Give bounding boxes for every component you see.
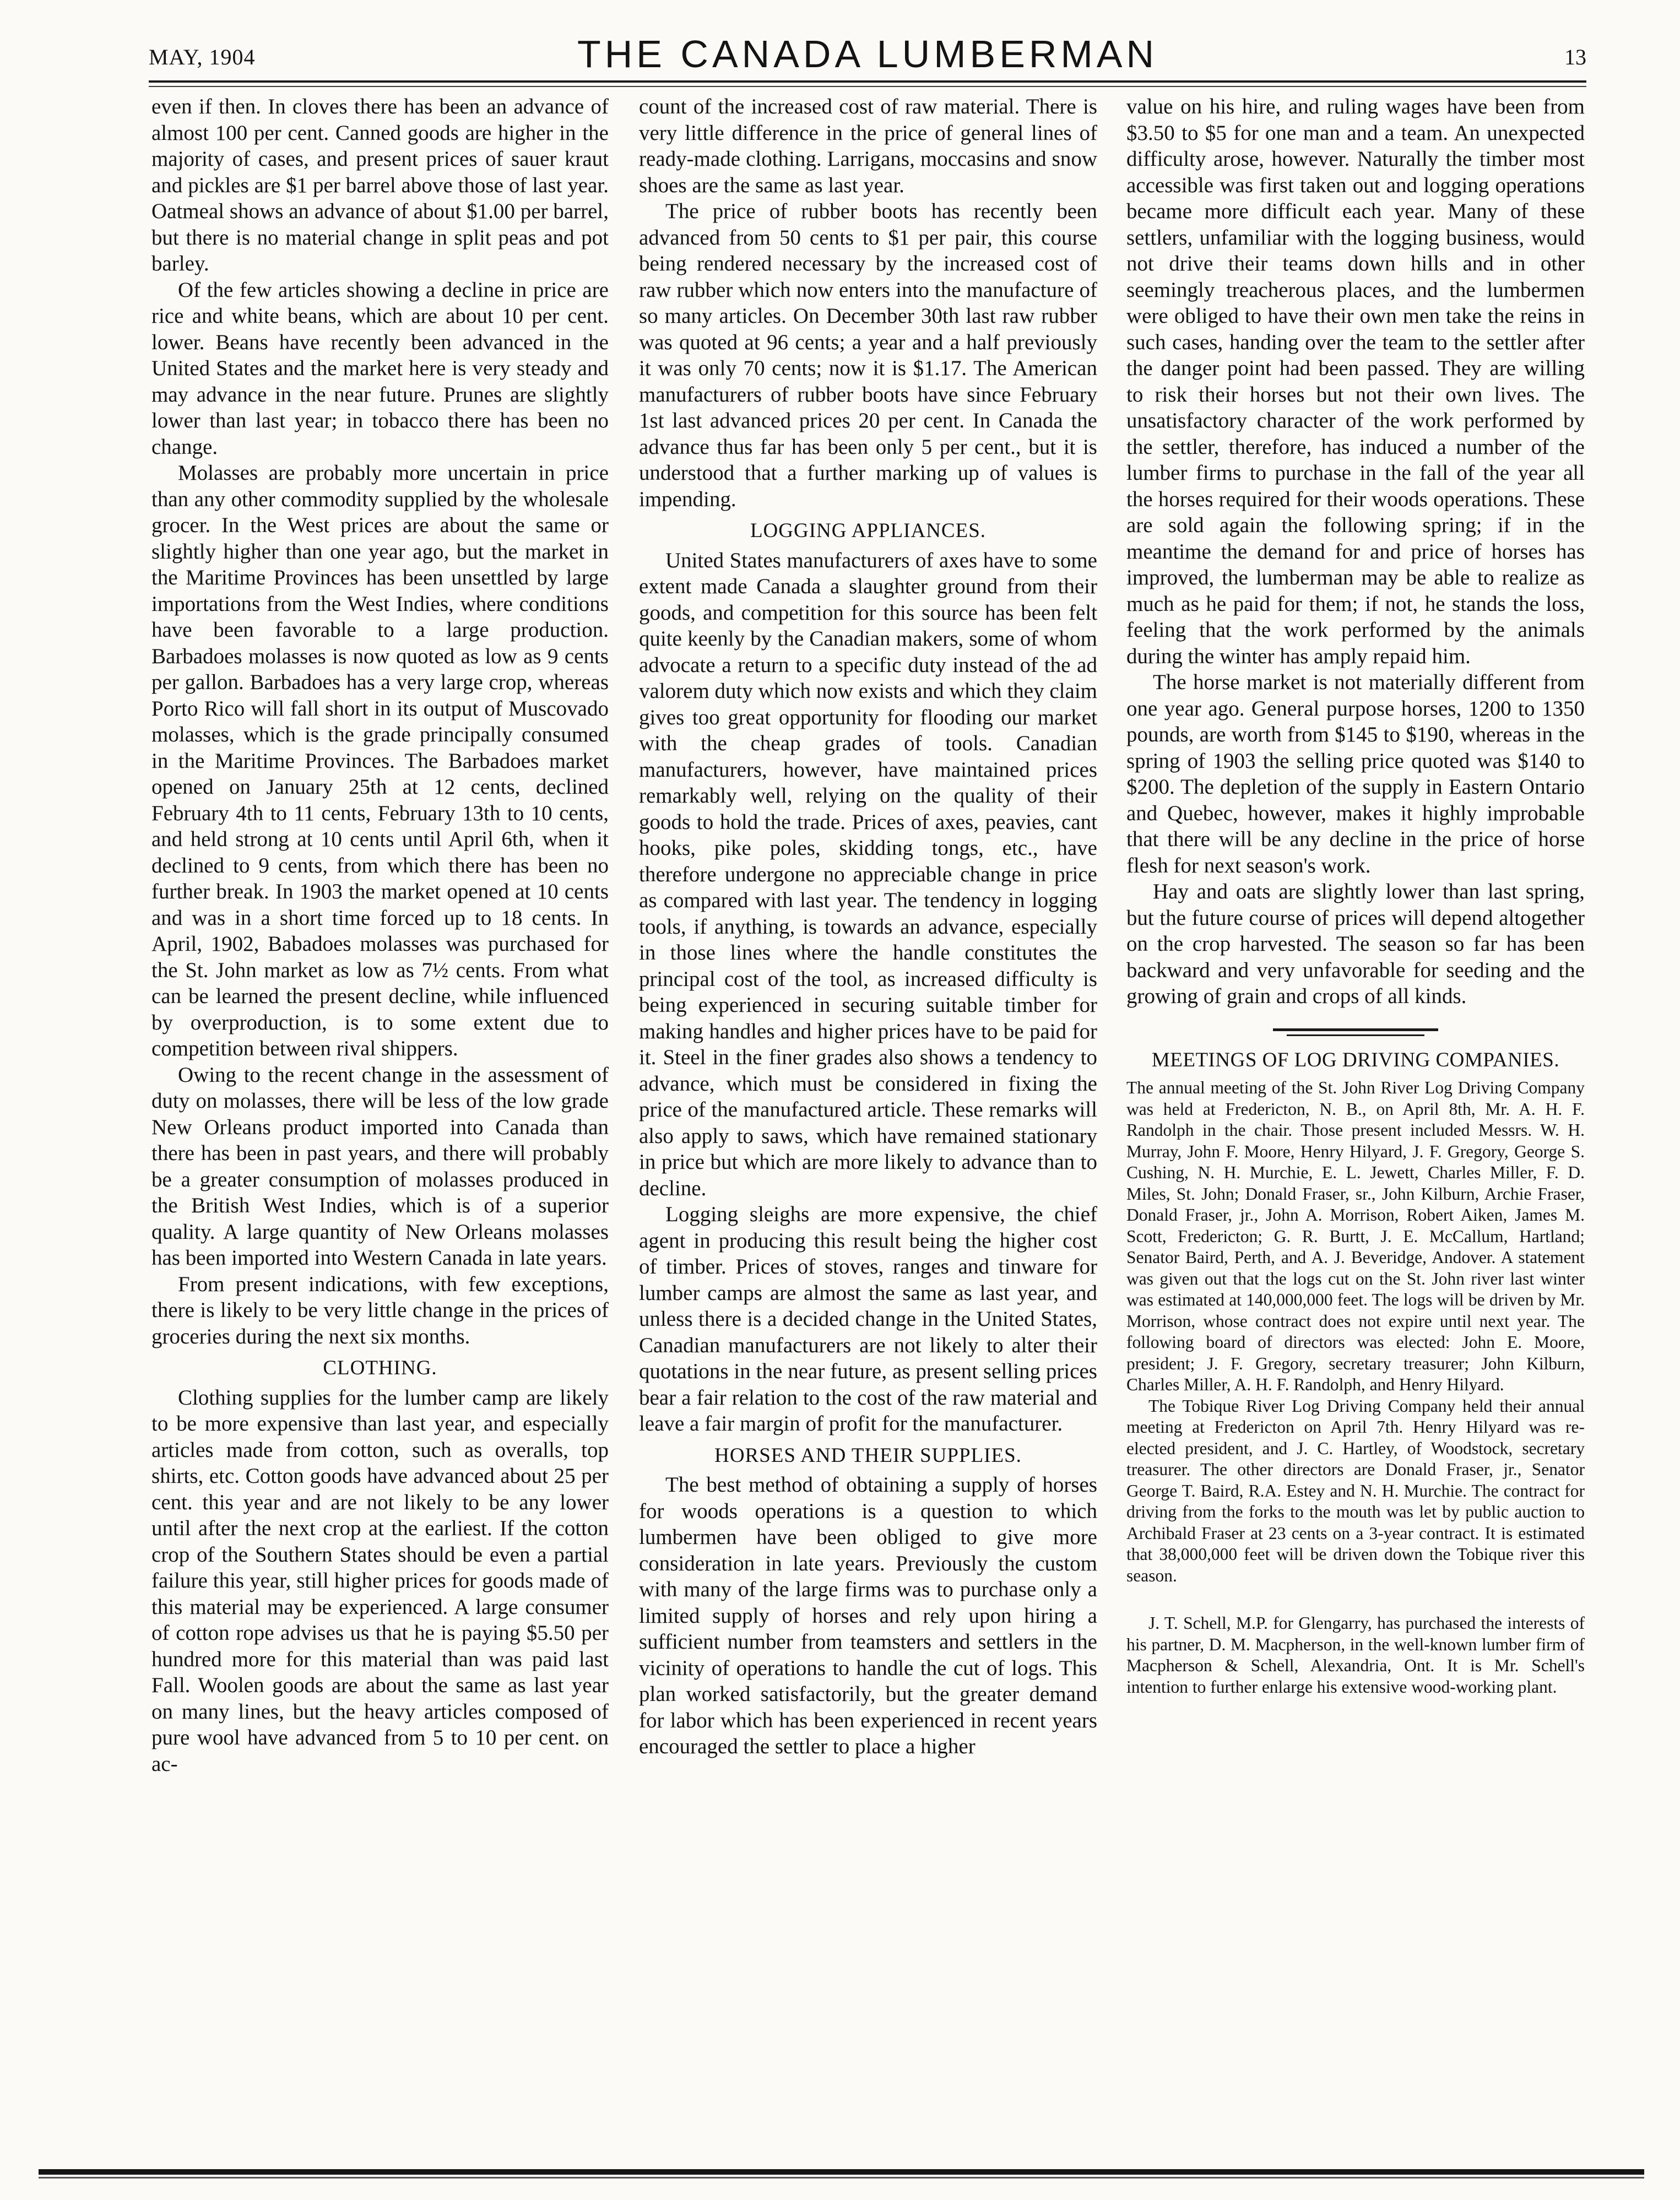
column-2: [639, 94, 1097, 1760]
masthead-rule-thin: [149, 86, 1586, 87]
news-item: J. T. Schell, M.P. for Glengarry, has purchased the interests of his partner, D. M. Macpherson, in the well-known lumber firm of Macpherson & Schell, Alexandria, Ont. It is Mr. Schell's intention to further enlarge his extensive wood-working plant.: [1126, 1613, 1585, 1697]
section-heading-clothing: CLOTHING.: [323, 1357, 437, 1379]
news-item: The Tobique River Log Driving Company held their annual meeting at Fredericton on April 7th. Henry Hilyard was re-elected president, and J. C. Hartley, of Woodstock, secretary treasurer. The other directors are Donald Fraser, jr., Senator George T. Baird, R.A. Estey and N. H. Murchie. The contract for driving from the forks to the mouth was let by public auction to Archibald Fraser at 23 cents on a 3-year contract. It is estimated that 38,000,000 feet will be driven down the Tobique river this season.: [1126, 1396, 1585, 1585]
section-heading-logging-appliances: LOGGING APPLIANCES.: [750, 519, 987, 542]
paragraph: The best method of obtaining a supply of horses for woods operations is a question to which lumbermen have been obliged to give more consideration in late years. Previously the custom with many of the large firms was to purchase only a limited supply of horses and rely upon hiring a sufficient number from teamsters and settlers in the vicinity of operations to handle the cut of logs. This plan worked satisfactorily, but the greater demand for labor which has been experienced in recent years encouraged the settler to place a higher: [639, 1473, 1097, 1758]
paragraph: Owing to the recent change in the assessment of duty on molasses, there will be less of the low grade New Orleans product imported into Canada than there has been in past years, and there will probably be a greater consumption of molasses produced in the British West Indies, which is of a superior quality. A large quantity of New Orleans molasses has been imported into Western Canada in late years.: [151, 1063, 609, 1270]
footer-rule-thin: [39, 2177, 1644, 2179]
paragraph: value on his hire, and ruling wages have been from $3.50 to $5 for one man and a team. An unexpected difficulty arose, however. Naturally the timber most accessible was first taken out and logging operations became more difficult each year. Many of these settlers, unfamiliar with the logging business, would not drive their teams down hills and in other seemingly treacherous places, and the lumbermen were obliged to have their own men take the reins in such cases, handing over the team to the settler after the danger point had been passed. They are willing to risk their horses but not their own lives. The unsatisfactory character of the work performed by the settler, therefore, has induced a number of the lumber firms to purchase in the fall of the year all the horses required for their woods operations. These are sold again the following spring; if in the meantime the demand for and price of horses has improved, the lumberman may be able to realize as much as he paid for them; if not, he stands the loss, feeling that the work performed by the animals during the winter has amply repaid him.: [1126, 95, 1585, 668]
paragraph: Molasses are probably more uncertain in price than any other commodity supplied by the wholesale grocer. In the West prices are about the same or slightly higher than one year ago, but the market in the Maritime Provinces has been unsettled by large importations from the West Indies, where conditions have been favorable to a large production. Barbadoes molasses is now quoted as low as 9 cents per gallon. Barbadoes has a very large crop, whereas Porto Rico will fall short in its output of Muscovado molasses, which is the grade principally consumed in the Maritime Provinces. The Barbadoes market opened on January 25th at 12 cents, declined February 4th to 11 cents, February 13th to 10 cents, and held strong at 10 cents until April 6th, when it declined to 9 cents, from which there has been no further break. In 1903 the market opened at 10 cents and was in a short time forced up to 18 cents. In April, 1902, Babadoes molasses was purchased for the St. John market as low as 7½ cents. From what can be learned the present decline, while influenced by overproduction, is to some extent due to competition between rival shippers.: [151, 461, 609, 1060]
column-3: [1126, 94, 1585, 1698]
masthead-rule: [149, 80, 1586, 83]
paragraph: Of the few articles showing a decline in price are rice and white beans, which are about 10 per cent. lower. Beans have recently been advanced in the United States and the market here is very steady and may advance in the near future. Prunes are slightly lower than last year; in tobacco there has been no change.: [151, 278, 609, 459]
paragraph: The horse market is not materially different from one year ago. General purpose horses, 1200 to 1350 pounds, are worth from $145 to $190, whereas in the spring of 1903 the selling price quoted was $140 to $200. The depletion of the supply in Eastern Ontario and Quebec, however, makes it highly improbable that there will be any decline in the price of horse flesh for next season's work.: [1126, 670, 1585, 877]
footer-rule: [39, 2169, 1644, 2175]
paragraph: From present indications, with few exceptions, there is likely to be very little change in the prices of groceries during the next six months.: [151, 1272, 609, 1348]
paragraph: Clothing supplies for the lumber camp are likely to be more expensive than last year, and especially articles made from cotton, such as overalls, top shirts, etc. Cotton goods have advanced about 25 per cent. this year and are not likely to be any lower until after the next crop at the earliest. If the cotton crop of the Southern States should be even a partial failure this year, still higher prices for goods made of this material may be experienced. A large consumer of cotton rope advises us that he is paying $5.50 per hundred more for this material than was paid last Fall. Woolen goods are about the same as last year on many lines, but the heavy articles composed of pure wool have advanced from 5 to 10 per cent. on ac-: [151, 1385, 609, 1776]
paragraph: The price of rubber boots has recently been advanced from 50 cents to $1 per pair, this course being rendered necessary by the increased cost of raw rubber which now enters into the manufacture of so many articles. On December 30th last raw rubber was quoted at 96 cents; a year and a half previously it was only 70 cents; now it is $1.17. The American manufacturers of rubber boots have since February 1st last advanced prices 20 per cent. In Canada the advance thus far has been only 5 per cent., but it is understood that a further marking up of values is impending.: [639, 199, 1097, 511]
masthead: [149, 32, 1586, 84]
page-number: 13: [1564, 45, 1586, 69]
section-heading-meetings: MEETINGS OF LOG DRIVING COMPANIES.: [1151, 1048, 1560, 1071]
paragraph: even if then. In cloves there has been an advance of almost 100 per cent. Canned goods are higher in the majority of cases, and present prices of sauer kraut and pickles are $1 per barrel above those of last year. Oatmeal shows an advance of about $1.00 per barrel, but there is no material change in split peas and pot barley.: [151, 95, 609, 275]
issue-date: MAY, 1904: [149, 45, 256, 69]
section-divider: [1273, 1028, 1438, 1036]
section-heading-horses: HORSES AND THEIR SUPPLIES.: [714, 1444, 1022, 1467]
paragraph: Hay and oats are slightly lower than last spring, but the future course of prices will depend altogether on the crop harvested. The season so far has been backward and very unfavorable for seeding and the growing of grain and crops of all kinds.: [1126, 880, 1585, 1008]
paragraph: United States manufacturers of axes have to some extent made Canada a slaughter ground from their goods, and competition for this source has been felt quite keenly by the Canadian makers, some of whom advocate a return to a specific duty instead of the ad valorem duty which now exists and which they claim gives too great opportunity for flooding our market with the cheap grades of tools. Canadian manufacturers, however, have maintained prices remarkably well, relying on the quality of their goods to hold the trade. Prices of axes, peavies, cant hooks, pike poles, skidding tongs, etc., have therefore undergone no appreciable change in price as compared with last year. The tendency in logging tools, if anything, is towards an advance, especially in those lines where the handle constitutes the principal cost of the tool, as increased difficulty is being experienced in securing suitable timber for making handles and higher prices have to be paid for it. Steel in the finer grades also shows a tendency to advance, which must be considered in fixing the price of the manufactured article. These remarks will also apply to saws, which have remained stationary in price but which are more likely to advance than to decline.: [639, 548, 1097, 1200]
paragraph: count of the increased cost of raw material. There is very little difference in the price of general lines of ready-made clothing. Larrigans, moccasins and snow shoes are the same as last year.: [639, 95, 1097, 197]
column-1: [151, 94, 609, 1777]
news-item: The annual meeting of the St. John River Log Driving Company was held at Fredericton, N. B., on April 8th, Mr. A. H. F. Randolph in the chair. Those present included Messrs. W. H. Murray, John F. Moore, Henry Hilyard, J. F. Gregory, George S. Cushing, N. H. Murchie, E. L. Jewett, Charles Miller, F. D. Miles, St. John; Donald Fraser, sr., John Kilburn, Archie Fraser, Donald Fraser, jr., John A. Morrison, Robert Aiken, James M. Scott, Fredericton; G. R. Burtt, J. E. McCallum, Hartland; Senator Baird, Perth, and A. J. Beveridge, Andover. A statement was given out that the logs cut on the St. John river last winter was estimated at 140,000,000 feet. The logs will be driven by Mr. Morrison, whose contract does not expire until next year. The following board of directors was elected: John E. Moore, president; J. F. Gregory, secretary treasurer; John Kilburn, Charles Miller, A. H. F. Randolph, and Henry Hilyard.: [1126, 1078, 1585, 1394]
publication-title: THE CANADA LUMBERMAN: [577, 32, 1158, 75]
paragraph: Logging sleighs are more expensive, the chief agent in producing this result being the higher cost of timber. Prices of stoves, ranges and tinware for lumber camps are almost the same as last year, and unless there is a decided change in the United States, Canadian manufacturers are not likely to alter their quotations in the near future, as present selling prices bear a fair relation to the cost of the raw material and leave a fair margin of profit for the manufacturer.: [639, 1202, 1097, 1435]
